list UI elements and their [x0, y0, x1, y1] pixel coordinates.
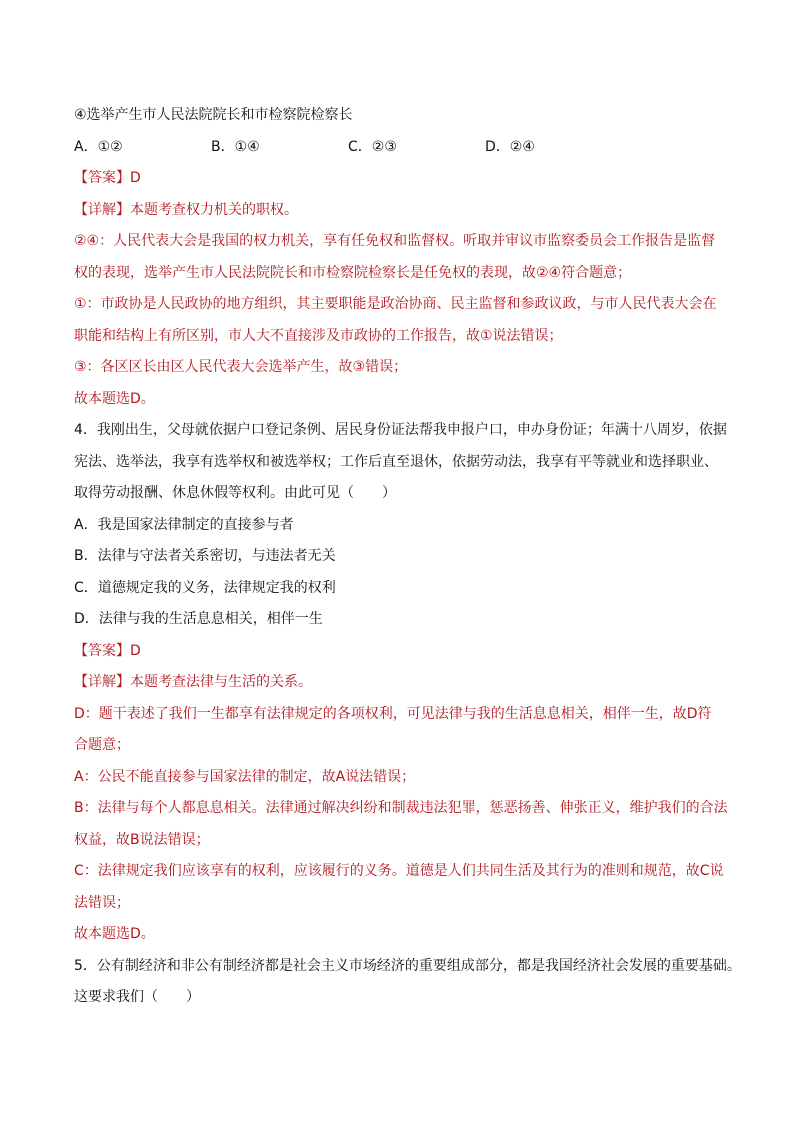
q4-detail-text: 本题考查法律与生活的关系。	[130, 674, 312, 690]
q4-explanation-c-line-2: 法错误；	[74, 894, 130, 911]
q3-option-b: B．①④	[211, 138, 260, 155]
q3-option-d: D．②④	[485, 138, 535, 155]
q3-answer	[74, 163, 724, 195]
q3-explanation-1-line-2: 权的表现，选举产生市人民法院院长和市检察院检察长是任免权的表现，故②④符合题意；	[74, 264, 632, 281]
q4-explanation-d-line-2: 合题意；	[74, 737, 130, 753]
q3-answer-tag: 【答案】	[74, 170, 130, 186]
q4-option-b: B．法律与守法者关系密切，与违法者无关	[74, 548, 336, 564]
q3-detail	[74, 195, 724, 227]
q4-stem-line-3: 取得劳动报酬、休息休假等权利。由此可见（ ）	[74, 485, 396, 501]
q5-stem-line-1: 5．公有制经济和非公有制经济都是社会主义市场经济的重要组成部分，都是我国经济社会发展的重要基础。	[74, 957, 741, 974]
q3-detail-tag: 【详解】	[74, 201, 130, 218]
q3-conclusion: 故本题选D。	[74, 390, 155, 407]
q4-explanation-b-line-2: 权益，故B说法错误；	[74, 831, 210, 848]
q4-detail	[74, 667, 724, 699]
q3-option-a: A．①②	[74, 138, 123, 155]
q4-answer-tag: 【答案】	[74, 642, 130, 659]
q4-answer	[74, 636, 724, 668]
q3-explanation-2-line-2: 职能和结构上有所区别，市人大不直接涉及市政协的工作报告，故①说法错误；	[74, 327, 563, 344]
q4-detail-tag: 【详解】	[74, 674, 130, 690]
q3-options	[74, 132, 724, 164]
q3-item-4: ④选举产生市人民法院院长和市检察院检察长	[74, 107, 353, 123]
q3-answer-value: D	[130, 170, 141, 186]
q4-stem-line-1: 4．我刚出生，父母就依据户口登记条例、居民身份证法帮我申报户口，申办身份证；年满十八周岁，依据	[74, 422, 727, 438]
q4-explanation-c-line-1: C：法律规定我们应该享有的权利，应该履行的义务。道德是人们共同生活及其行为的准则和规范，故C说	[74, 863, 724, 879]
q4-option-c: C．道德规定我的义务，法律规定我的权利	[74, 579, 336, 596]
q4-conclusion: 故本题选D。	[74, 926, 155, 942]
q3-explanation-3: ③：各区区长由区人民代表大会选举产生，故③错误；	[74, 359, 408, 375]
q3-option-c: C．②③	[348, 138, 397, 155]
q3-explanation-2-line-1: ①：市政协是人民政协的地方组织，其主要职能是政治协商、民主监督和参政议政，与市人民代表大会在	[74, 296, 717, 312]
q4-option-a: A．我是国家法律制定的直接参与者	[74, 516, 294, 533]
page-content	[74, 100, 741, 1014]
q4-explanation-a: A：公民不能直接参与国家法律的制定，故A说法错误；	[74, 768, 416, 785]
q4-explanation-d-line-1: D：题干表述了我们一生都享有法律规定的各项权利，可见法律与我的生活息息相关，相伴一生，故D符	[74, 705, 712, 722]
q3-explanation-1-line-1: ②④：人民代表大会是我国的权力机关，享有任免权和监督权。听取并审议市监察委员会工作报告是监督	[74, 233, 716, 249]
q4-option-d: D．法律与我的生活息息相关，相伴一生	[74, 611, 323, 627]
q4-answer-value: D	[130, 642, 141, 659]
q4-stem-line-2: 宪法、选举法，我享有选举权和被选举权；工作后直至退休，依据劳动法，我享有平等就业和选择职业、	[74, 453, 718, 470]
q4-explanation-b-line-1: B：法律与每个人都息息相关。法律通过解决纠纷和制裁违法犯罪，惩恶扬善、伸张正义，维护我们的合法	[74, 800, 728, 816]
q5-stem-line-2: 这要求我们（ ）	[74, 989, 200, 1005]
q3-detail-text: 本题考查权力机关的职权。	[130, 201, 298, 218]
